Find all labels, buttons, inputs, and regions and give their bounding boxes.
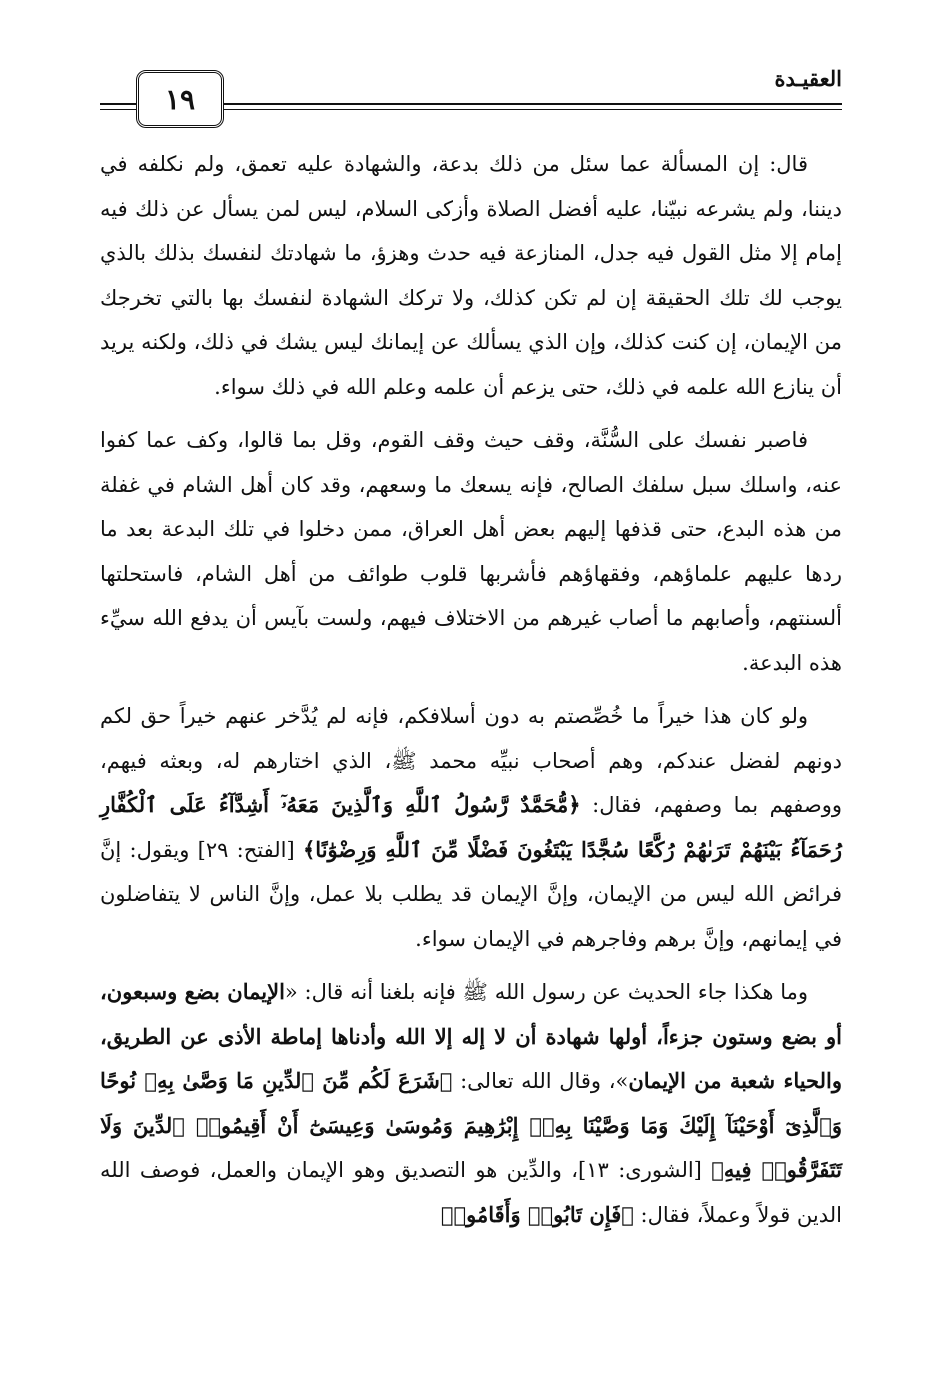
page-number-frame bbox=[136, 70, 224, 128]
paragraph bbox=[100, 970, 842, 1237]
header-rule-right-thin bbox=[220, 109, 842, 110]
text-segment: »، وقال الله تعالى: bbox=[452, 1069, 629, 1093]
header-rule-left bbox=[100, 103, 138, 105]
page-header bbox=[100, 62, 842, 132]
text-segment: فاصبر نفسك على السُّنَّة، وقف حيث وقف القوم، وقل بما قالوا، وكف عما كفوا عنه، واسلك سبل سلفك الصالح، فإنه يسعك ما وسعهم، وقد كان أهل الشام في غفلة من هذه البدع، حتى قذفها إليهم بعض أهل العراق، ممن دخلوا في تلك البدعة بعد ما ردها عليهم علماؤهم، وفقهاؤهم فأشربها قلوب طوائف من أهل الشام، فاستحلتها ألسنتهم، وأصابهم ما أصاب غيرهم من الاختلاف فيهم، ولست بآيس أن يدفع الله سيِّء هذه البدعة. bbox=[100, 428, 842, 675]
bold-text-segment: ﴿شَرَعَ لَكُم مِّنَ ٱلدِّينِ مَا وَصَّىٰ بِهِۦ نُوحًا وَٱلَّذِىٓ أَوْحَيْنَآ إِلَيْكَ وَمَا وَصَّيْنَا بِهِۦٓ إِبْرَٰهِيمَ وَمُوسَىٰ وَعِيسَىٰٓ أَنْ أَقِيمُوا۟ ٱلدِّينَ وَلَا تَتَفَرَّقُوا۟ فِيهِ﴾ bbox=[100, 1068, 843, 1182]
bold-text-segment: ﴿فَإِن تَابُوا۟ وَأَقَامُوا۟ bbox=[440, 1201, 634, 1227]
header-rule-right bbox=[220, 103, 842, 105]
page-number: ١٩ bbox=[164, 82, 196, 116]
text-segment: [الشورى: ١٣]، والدِّين هو التصديق وهو الإيمان والعمل، فوصف الله الدين قولاً وعملاً، فقال: bbox=[100, 1158, 842, 1227]
paragraph bbox=[100, 694, 842, 961]
paragraph bbox=[100, 418, 842, 685]
running-title: العقيـدة bbox=[774, 66, 842, 91]
bold-text-segment: الإيمان بضع وسبعون، أو بضع وستون جزءاً، أولها شهادة أن لا إله إلا الله وأدناها إماطة الأذى عن الطريق، والحياء شعبة من الإيمان bbox=[100, 979, 842, 1093]
text-segment: ولو كان هذا خيراً ما خُصِّصتم به دون أسلافكم، فإنه لم يُدَّخر عنهم خيراً حق لكم دونهم لفضل عندكم، وهم أصحاب نبيِّه محمد ﷺ، الذي اختارهم له، وبعثه فيهم، ووصفهم بما وصفهم، فقال: bbox=[100, 704, 843, 817]
text-segment: قال: إن المسألة عما سئل من ذلك بدعة، والشهادة عليه تعمق، ولم نكلفه في ديننا، ولم يشرعه نبيّنا، عليه أفضل الصلاة وأزكى السلام، ليس لمن يسأل عن ذلك فيه إمام إلا مثل القول فيه جدل، المنازعة فيه حدث وهزؤ، ما شهادتك لنفسك بذلك بالذي يوجب لك تلك الحقيقة إن لم تكن كذلك، ولا تركك الشهادة لنفسك بها بالتي تخرجك من الإيمان، إن كنت كذلك، وإن الذي يسألك عن إيمانك ليس يشك في ذلك، ولكنه يريد أن ينازع الله علمه في ذلك، حتى يزعم أن علمه وعلم الله في ذلك سواء. bbox=[100, 152, 842, 399]
paragraph bbox=[100, 142, 842, 409]
main-text bbox=[100, 142, 842, 1246]
text-segment: وما هكذا جاء الحديث عن رسول الله ﷺ فإنه بلغنا أنه قال: « bbox=[284, 980, 808, 1004]
text-segment: [الفتح: ٢٩] ويقول: إنَّ فرائض الله ليس من الإيمان، وإنَّ الإيمان قد يطلب بلا عمل، وإنَّ الناس لا يتفاضلون في إيمانهم، وإنَّ برهم وفاجرهم في الإيمان سواء. bbox=[100, 837, 842, 951]
bold-text-segment: ﴿مُّحَمَّدٌ رَّسُولُ ٱللَّهِ وَٱلَّذِينَ مَعَهُۥٓ أَشِدَّآءُ عَلَى ٱلْكُفَّارِ رُحَمَآءُ بَيْنَهُمْ تَرَىٰهُمْ رُكَّعًا سُجَّدًا يَبْتَغُونَ فَضْلًا مِّنَ ٱللَّهِ وَرِضْوَٰنًا﴾ bbox=[100, 792, 843, 862]
header-rule-left-thin bbox=[100, 109, 138, 110]
